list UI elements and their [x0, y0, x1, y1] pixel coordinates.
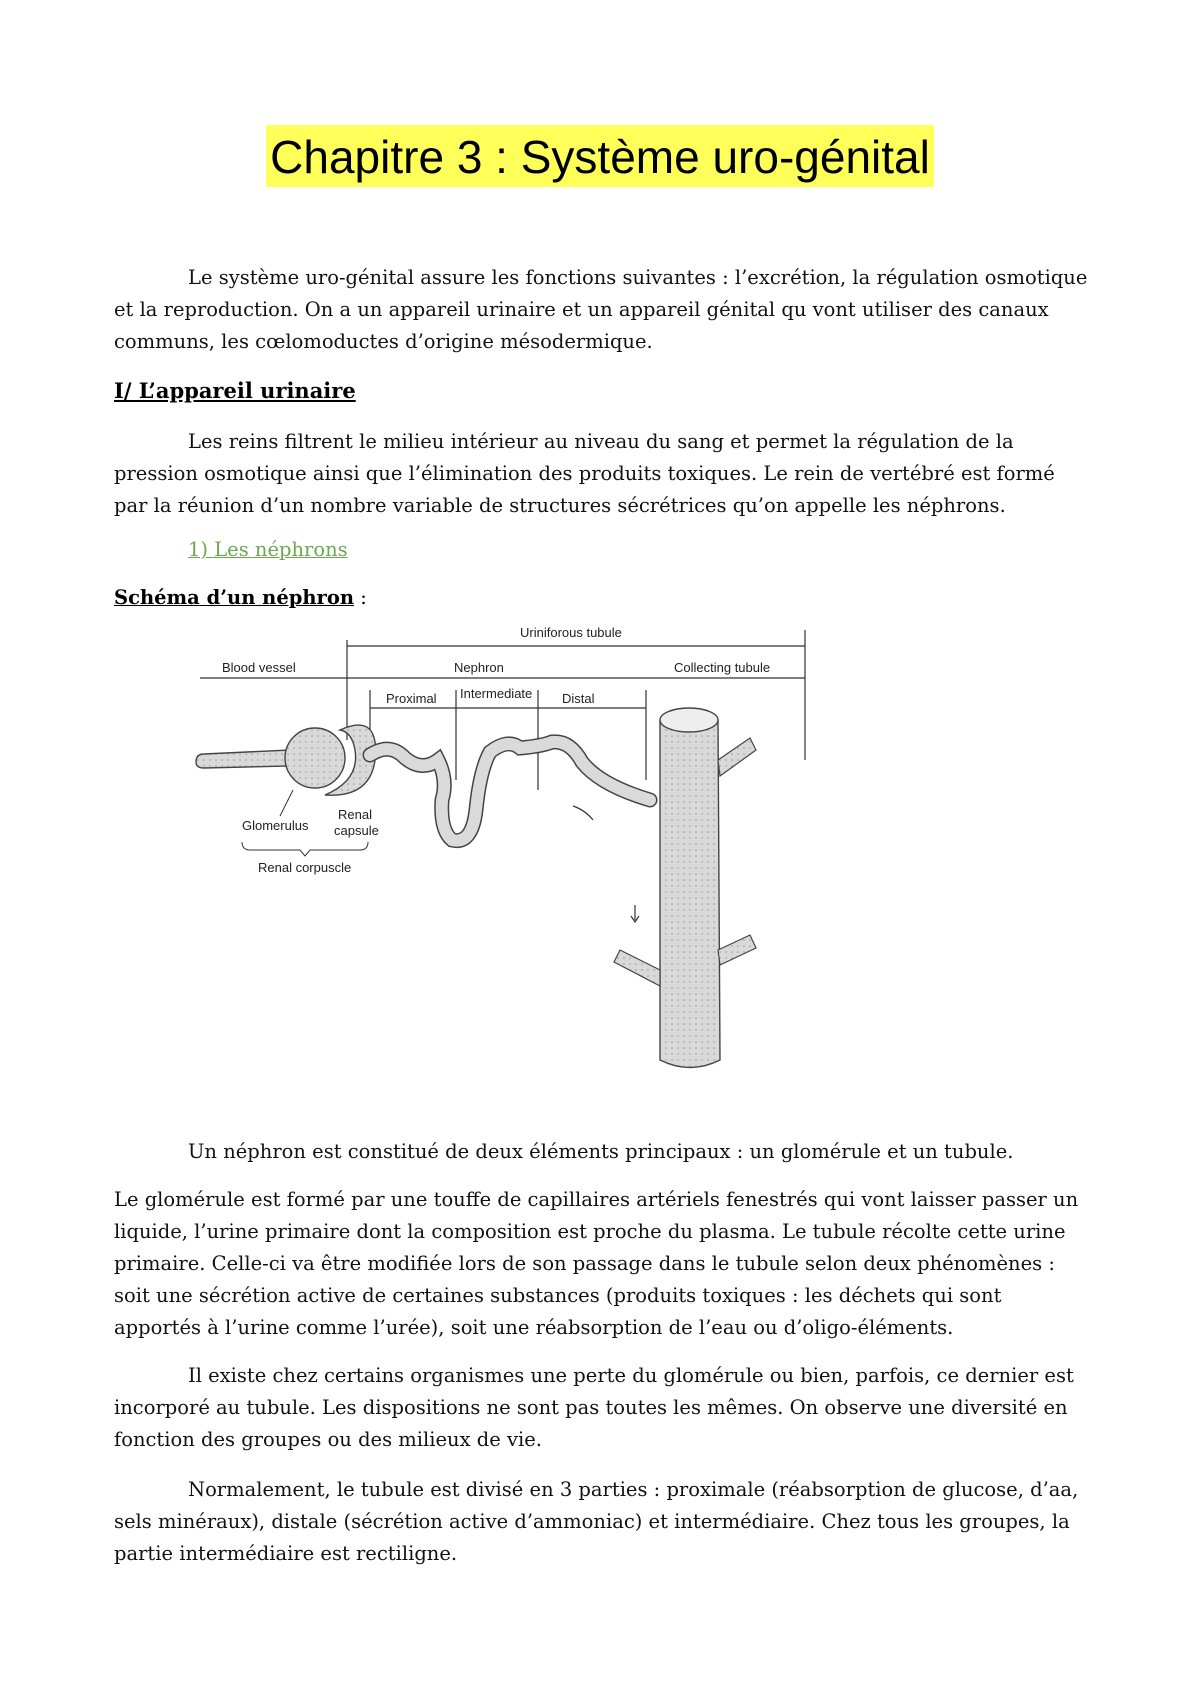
section-paragraph: Les reins filtrent le milieu intérieur au niveau du sang et permet la régulation de la pression osmotique ainsi que l’élimination des produits toxiques. Le rein de vertébré est formé par la réunion d’un nombre variable de structures sécrétrices qu’on appelle les néphrons.	[114, 430, 1055, 517]
intro-paragraph: Le système uro-génital assure les fonctions suivantes : l’excrétion, la régulation osmotique et la reproduction. On a un appareil urinaire et un appareil génital qu vont utiliser des canaux communs, les cœlomoductes d’origine mésodermique.	[114, 266, 1088, 353]
corpuscle-brace	[242, 842, 368, 856]
glomerulus-pointer	[280, 790, 293, 816]
nephron-svg	[190, 620, 830, 1120]
label-distal: Distal	[562, 691, 595, 706]
schema-label	[114, 586, 367, 609]
label-renal-capsule-2: capsule	[334, 823, 379, 838]
label-renal-capsule-1: Renal	[338, 807, 372, 822]
branch-upper	[718, 738, 756, 776]
schema-label-colon: :	[354, 586, 367, 609]
collecting-duct-shape	[660, 715, 720, 1068]
paragraph-4: Normalement, le tubule est divisé en 3 parties : proximale (réabsorption de glucose, d’aa, sels minéraux), distale (sécrétion active d’ammoniac) et intermédiaire. Chez tous les groupes, la partie intermédiaire est rectiligne.	[114, 1478, 1079, 1565]
branch-right	[718, 935, 756, 965]
collecting-duct-top	[660, 708, 718, 732]
label-intermediate: Intermediate	[460, 686, 533, 701]
branch-left	[614, 950, 660, 986]
paragraph-2: Le glomérule est formé par une touffe de capillaires artériels fenestrés qui vont laisser passer un liquide, l’urine primaire dont la composition est proche du plasma. Le tubule récolte cette urine primaire. Celle-ci va être modifiée lors de son passage dans le tubule selon deux phénomènes : soit une sécrétion active de certaines substances (produits toxiques : les déchets qui sont apportés à l’urine comme l’urée), soit une réabsorption de l’eau ou d’oligo-éléments.	[114, 1188, 1079, 1339]
label-renal-corpuscle: Renal corpuscle	[258, 860, 352, 875]
paragraph-3: Il existe chez certains organismes une perte du glomérule ou bien, parfois, ce dernier est incorporé au tubule. Les dispositions ne sont pas toutes les mêmes. On observe une diversité en fonction des groupes ou des milieux de vie.	[114, 1364, 1074, 1451]
label-blood-vessel: Blood vessel	[222, 660, 296, 675]
section-heading: I/ L’appareil urinaire	[114, 378, 356, 403]
flow-arrow-curved	[573, 806, 593, 820]
page-title	[0, 130, 1200, 184]
label-nephron: Nephron	[454, 660, 504, 675]
schema-label-bold: Schéma d’un néphron	[114, 586, 355, 609]
label-uriniferous: Uriniforous tubule	[520, 625, 622, 640]
nephron-diagram	[190, 620, 830, 1120]
label-collecting-tubule: Collecting tubule	[674, 660, 771, 675]
label-proximal: Proximal	[386, 691, 437, 706]
paragraph-1: Un néphron est constitué de deux éléments principaux : un glomérule et un tubule.	[188, 1140, 1014, 1163]
title-text: Chapitre 3 : Système uro-génital	[266, 125, 934, 187]
subsection-heading: 1) Les néphrons	[188, 538, 348, 561]
glomerulus-shape	[285, 728, 345, 788]
label-glomerulus: Glomerulus	[242, 818, 309, 833]
blood-vessel-shape	[196, 750, 290, 768]
